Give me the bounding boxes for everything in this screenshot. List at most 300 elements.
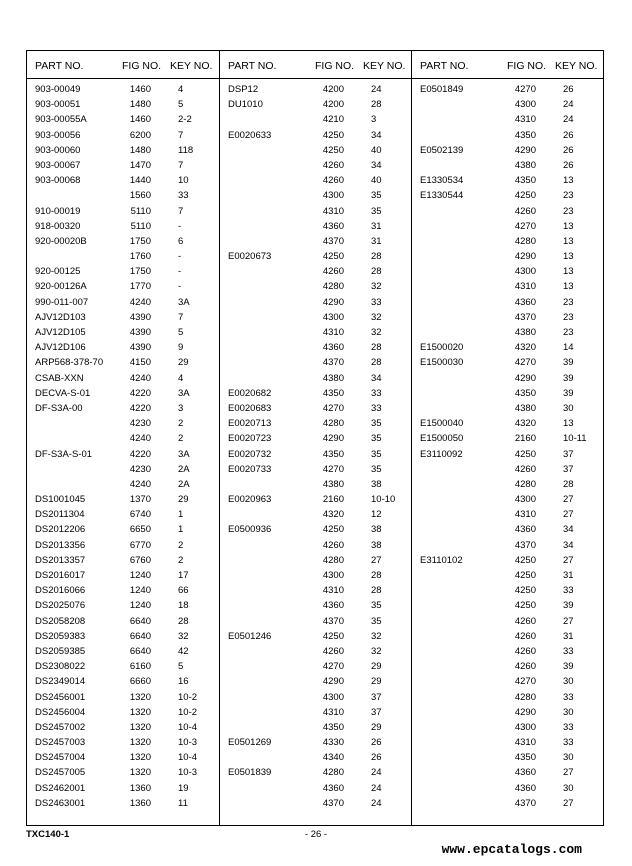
key-no: 26: [563, 129, 574, 141]
fig-no: 4370: [322, 797, 344, 809]
fig-no: 1320: [129, 721, 151, 733]
key-no: 24: [563, 114, 574, 126]
key-no: 4: [178, 84, 184, 95]
table-row: [27, 99, 219, 114]
table-row: [27, 464, 219, 479]
part-no: 903-00055A: [35, 114, 87, 126]
fig-no: 4310: [322, 585, 344, 597]
fig-no: 6640: [129, 645, 151, 657]
part-no: 920-00125: [35, 266, 81, 278]
fig-no: 4230: [129, 463, 151, 475]
table-row: [220, 342, 412, 357]
table-row: [220, 99, 412, 114]
table-row: [27, 206, 219, 221]
part-no: 903-00060: [35, 144, 81, 156]
key-no: 16: [178, 676, 189, 688]
fig-no: 4280: [514, 478, 536, 490]
header-key-no: KEY NO.: [363, 60, 406, 72]
part-no: E0501849: [420, 84, 464, 95]
part-no: DF-S3A-S-01: [35, 448, 93, 460]
part-no: DECVA-S-01: [35, 387, 91, 399]
fig-no: 4200: [322, 84, 344, 95]
fig-no: 1320: [129, 767, 151, 779]
key-no: 23: [563, 296, 574, 308]
key-no: 30: [563, 402, 574, 414]
fig-no: 1480: [129, 144, 151, 156]
fig-no: 4280: [322, 418, 344, 430]
key-no: 28: [371, 342, 382, 354]
table-row: [412, 600, 604, 615]
fig-no: 4350: [514, 129, 536, 141]
fig-no: 4380: [514, 327, 536, 338]
fig-no: 4260: [514, 661, 536, 673]
part-no: E3110102: [420, 554, 463, 566]
fig-no: 1750: [129, 266, 151, 278]
header-fig-no: FIG NO.: [122, 60, 162, 72]
key-no: 33: [563, 645, 574, 657]
table-row: [27, 707, 219, 722]
key-no: 27: [563, 767, 574, 779]
fig-no: 4390: [129, 327, 151, 338]
key-no: 10-10: [371, 494, 396, 506]
fig-no: 1480: [129, 99, 151, 111]
part-no: 903-00067: [35, 159, 81, 171]
fig-no: 4280: [514, 691, 536, 703]
key-no: 118: [178, 144, 194, 156]
fig-no: 4350: [514, 752, 536, 764]
fig-no: 1460: [129, 114, 151, 126]
table-row: [220, 251, 412, 266]
fig-no: 4250: [322, 129, 344, 141]
table-row: [220, 403, 412, 418]
fig-no: 4270: [514, 357, 536, 369]
header-key-no: KEY NO.: [555, 60, 598, 72]
table-row: [412, 266, 604, 281]
key-no: 27: [563, 797, 574, 809]
table-row: [27, 342, 219, 357]
fig-no: 4380: [322, 478, 344, 490]
table-row: [220, 160, 412, 175]
part-no: E0020713: [228, 418, 272, 430]
part-no: DS2463001: [35, 797, 86, 809]
table-row: [220, 449, 412, 464]
fig-no: 4270: [514, 84, 536, 95]
part-no: DS2457002: [35, 721, 86, 733]
table-row: [220, 752, 412, 767]
fig-no: 4300: [514, 721, 536, 733]
fig-no: 4360: [322, 342, 344, 354]
key-no: 24: [371, 797, 382, 809]
fig-no: 6660: [129, 676, 151, 688]
part-no: E0020963: [228, 494, 272, 506]
table-row: [220, 540, 412, 555]
table-row: [220, 357, 412, 372]
table-row: [220, 585, 412, 600]
part-no: CSAB-XXN: [35, 372, 84, 384]
key-no: 35: [371, 433, 382, 445]
key-no: 2: [178, 539, 184, 551]
key-no: 39: [563, 387, 574, 399]
part-no: 903-00068: [35, 175, 81, 187]
part-no: E0020733: [228, 463, 272, 475]
table-row: [412, 418, 604, 433]
table-row: [27, 418, 219, 433]
key-no: 35: [371, 190, 382, 202]
rows: [220, 84, 412, 813]
key-no: 24: [371, 767, 382, 779]
table-row: [412, 752, 604, 767]
part-no: AJV12D105: [35, 327, 86, 338]
fig-no: 1240: [129, 585, 151, 597]
table-row: [412, 312, 604, 327]
part-no: DS2457003: [35, 737, 86, 749]
table-row: [220, 737, 412, 752]
key-no: 31: [563, 570, 574, 581]
part-no: E0501839: [228, 767, 272, 779]
table-row: [220, 616, 412, 631]
fig-no: 4270: [322, 661, 344, 673]
fig-no: 4200: [322, 99, 344, 111]
table-row: [220, 494, 412, 509]
fig-no: 4370: [514, 797, 536, 809]
table-row: [27, 160, 219, 175]
part-no: DS1001045: [35, 494, 86, 506]
key-no: 32: [371, 645, 382, 657]
fig-no: 1320: [129, 691, 151, 703]
key-no: 28: [371, 585, 382, 597]
table-row: [412, 236, 604, 251]
table-row: [412, 342, 604, 357]
table-row: [27, 373, 219, 388]
fig-no: 4310: [514, 509, 536, 521]
table-row: [412, 403, 604, 418]
key-no: 27: [563, 509, 574, 521]
key-no: 7: [178, 311, 184, 323]
key-no: 5: [178, 661, 184, 673]
fig-no: 4250: [322, 251, 344, 263]
table-row: [412, 130, 604, 145]
fig-no: 4250: [514, 448, 536, 460]
fig-no: 4240: [129, 433, 151, 445]
table-row: [220, 661, 412, 676]
fig-no: 4370: [514, 539, 536, 551]
key-no: 26: [371, 737, 382, 749]
table-row: [220, 707, 412, 722]
key-no: 30: [563, 782, 574, 794]
fig-no: 4260: [322, 175, 344, 187]
fig-no: 4230: [129, 418, 151, 430]
table-row: [412, 281, 604, 296]
fig-no: 4300: [322, 570, 344, 581]
table-row: [412, 433, 604, 448]
fig-no: 6160: [129, 661, 151, 673]
fig-no: 4220: [129, 402, 151, 414]
table-row: [412, 190, 604, 205]
table-row: [220, 524, 412, 539]
fig-no: 4300: [514, 266, 536, 278]
table-row: [412, 327, 604, 342]
fig-no: 4350: [514, 387, 536, 399]
table-row: [412, 707, 604, 722]
table-row: [27, 327, 219, 342]
fig-no: 4260: [514, 615, 536, 627]
key-no: 39: [563, 372, 574, 384]
key-no: 39: [563, 600, 574, 612]
key-no: 10-3: [178, 767, 198, 779]
table-row: [27, 783, 219, 798]
table-row: [412, 114, 604, 129]
table-row: [220, 676, 412, 691]
header-divider: [27, 78, 603, 79]
table-row: [220, 145, 412, 160]
fig-no: 4250: [514, 600, 536, 612]
fig-no: 4360: [322, 220, 344, 232]
key-no: 2-2: [178, 114, 192, 126]
fig-no: 4300: [514, 494, 536, 506]
fig-no: 4290: [322, 676, 344, 688]
table-row: [412, 783, 604, 798]
key-no: 10-2: [178, 706, 198, 718]
part-no: E0501246: [228, 630, 272, 642]
key-no: 14: [563, 342, 574, 354]
key-no: 10: [178, 175, 189, 187]
part-no: DS2059383: [35, 630, 86, 642]
part-no: DS2457004: [35, 752, 86, 764]
table-row: [220, 236, 412, 251]
table-row: [27, 798, 219, 813]
key-no: 28: [371, 251, 382, 263]
table-row: [220, 783, 412, 798]
key-no: 29: [178, 494, 189, 506]
rows: [412, 84, 604, 813]
part-no: DS2462001: [35, 782, 86, 794]
fig-no: 4380: [514, 159, 536, 171]
fig-no: 4290: [514, 144, 536, 156]
fig-no: 4300: [322, 190, 344, 202]
key-no: 32: [371, 630, 382, 642]
key-no: 29: [178, 357, 189, 369]
fig-no: 4250: [322, 524, 344, 536]
key-no: 26: [371, 752, 382, 764]
key-no: 32: [371, 327, 382, 338]
table-row: [27, 767, 219, 782]
key-no: 1: [178, 509, 184, 521]
key-no: 27: [563, 494, 574, 506]
part-no: 990-011-007: [35, 296, 89, 308]
key-no: 38: [371, 524, 382, 536]
table-row: [27, 585, 219, 600]
fig-no: 4280: [322, 281, 344, 293]
key-no: 31: [563, 630, 574, 642]
fig-no: 4360: [322, 600, 344, 612]
fig-no: 1460: [129, 84, 151, 95]
key-no: 28: [371, 570, 382, 581]
table-row: [412, 145, 604, 160]
key-no: 33: [563, 721, 574, 733]
fig-no: 6640: [129, 615, 151, 627]
key-no: 33: [178, 190, 189, 202]
fig-no: 4380: [514, 402, 536, 414]
table-row: [27, 692, 219, 707]
part-no: 920-00126A: [35, 281, 87, 293]
table-row: [220, 373, 412, 388]
table-row: [220, 206, 412, 221]
table-row: [220, 600, 412, 615]
table-row: [412, 509, 604, 524]
table-row: [27, 661, 219, 676]
fig-no: 4360: [514, 524, 536, 536]
key-no: 26: [563, 159, 574, 171]
table-row: [27, 494, 219, 509]
key-no: 34: [371, 129, 382, 141]
key-no: 37: [563, 448, 574, 460]
key-no: -: [178, 220, 182, 232]
key-no: 66: [178, 585, 189, 597]
table-row: [27, 600, 219, 615]
fig-no: 6650: [129, 524, 151, 536]
key-no: 4: [178, 372, 184, 384]
key-no: 2A: [178, 478, 190, 490]
part-no: 903-00051: [35, 99, 81, 111]
fig-no: 4370: [322, 357, 344, 369]
fig-no: 4340: [322, 752, 344, 764]
part-no: E0020673: [228, 251, 272, 263]
key-no: 1: [178, 524, 184, 536]
key-no: 34: [563, 524, 574, 536]
table-row: [412, 251, 604, 266]
part-no: DS2457005: [35, 767, 86, 779]
fig-no: 1240: [129, 570, 151, 581]
fig-no: 4320: [322, 509, 344, 521]
key-no: 13: [563, 220, 574, 232]
fig-no: 4310: [514, 114, 536, 126]
table-row: [412, 479, 604, 494]
key-no: 2: [178, 418, 184, 430]
part-no: 918-00320: [35, 220, 81, 232]
table-row: [27, 722, 219, 737]
key-no: 30: [563, 676, 574, 688]
key-no: 13: [563, 175, 574, 187]
table-row: [412, 494, 604, 509]
table-row: [220, 281, 412, 296]
part-no: DS2013356: [35, 539, 86, 551]
table-row: [412, 585, 604, 600]
fig-no: 4290: [514, 372, 536, 384]
table-row: [220, 312, 412, 327]
key-no: 23: [563, 190, 574, 202]
key-no: 10-11: [563, 433, 587, 445]
part-no: E1330534: [420, 175, 464, 187]
table-row: [412, 449, 604, 464]
fig-no: 4250: [514, 585, 536, 597]
fig-no: 4350: [322, 721, 344, 733]
fig-no: 1320: [129, 706, 151, 718]
table-row: [220, 479, 412, 494]
table-row: [412, 692, 604, 707]
table-row: [220, 114, 412, 129]
part-no: 910-00019: [35, 205, 81, 217]
key-no: 33: [371, 387, 382, 399]
table-row: [27, 281, 219, 296]
header-key-no: KEY NO.: [170, 60, 213, 72]
fig-no: 4250: [514, 554, 536, 566]
fig-no: 4360: [514, 296, 536, 308]
fig-no: 4290: [322, 433, 344, 445]
fig-no: 4360: [514, 767, 536, 779]
fig-no: 4390: [129, 342, 151, 354]
table-row: [412, 767, 604, 782]
key-no: 29: [371, 721, 382, 733]
fig-no: 4290: [322, 296, 344, 308]
key-no: 33: [563, 691, 574, 703]
key-no: 32: [178, 630, 189, 642]
table-row: [220, 555, 412, 570]
part-no: DS2011304: [35, 509, 85, 521]
header-part-no: PART NO.: [420, 60, 469, 72]
fig-no: 1760: [129, 251, 151, 263]
part-no: ARP568-378-70: [35, 357, 104, 369]
fig-no: 5110: [130, 220, 151, 232]
table-row: [27, 221, 219, 236]
table-row: [412, 570, 604, 585]
part-no: E0500936: [228, 524, 272, 536]
key-no: 32: [371, 311, 382, 323]
key-no: 30: [563, 752, 574, 764]
part-no: DS2059385: [35, 645, 86, 657]
key-no: 3A: [178, 296, 190, 308]
key-no: 28: [371, 357, 382, 369]
fig-no: 1750: [129, 235, 151, 247]
key-no: 30: [563, 706, 574, 718]
table-row: [220, 175, 412, 190]
table-row: [220, 327, 412, 342]
fig-no: 6770: [129, 539, 151, 551]
table-row: [27, 616, 219, 631]
table-row: [220, 509, 412, 524]
table-row: [412, 555, 604, 570]
table-row: [27, 540, 219, 555]
key-no: 31: [371, 235, 382, 247]
key-no: 34: [371, 372, 382, 384]
key-no: 42: [178, 645, 189, 657]
table-row: [27, 357, 219, 372]
part-no: E1500040: [420, 418, 464, 430]
fig-no: 4360: [322, 782, 344, 794]
header-fig-no: FIG NO.: [507, 60, 547, 72]
fig-no: 4300: [514, 99, 536, 111]
key-no: 27: [563, 615, 574, 627]
footer-model: TXC140-1: [26, 829, 70, 840]
table-row: [27, 236, 219, 251]
table-row: [412, 297, 604, 312]
key-no: 11: [178, 797, 188, 809]
fig-no: 4350: [514, 175, 536, 187]
table-row: [27, 190, 219, 205]
table-row: [27, 251, 219, 266]
table-row: [27, 266, 219, 281]
table-row: [220, 646, 412, 661]
part-no: DSP12: [228, 84, 259, 95]
part-no: AJV12D106: [35, 342, 86, 354]
key-no: 39: [563, 661, 574, 673]
key-no: 35: [371, 600, 382, 612]
key-no: 7: [178, 159, 184, 171]
key-no: 31: [371, 220, 382, 232]
fig-no: 4260: [322, 266, 344, 278]
key-no: 2: [178, 433, 184, 445]
key-no: 5: [178, 99, 184, 111]
fig-no: 4380: [322, 372, 344, 384]
